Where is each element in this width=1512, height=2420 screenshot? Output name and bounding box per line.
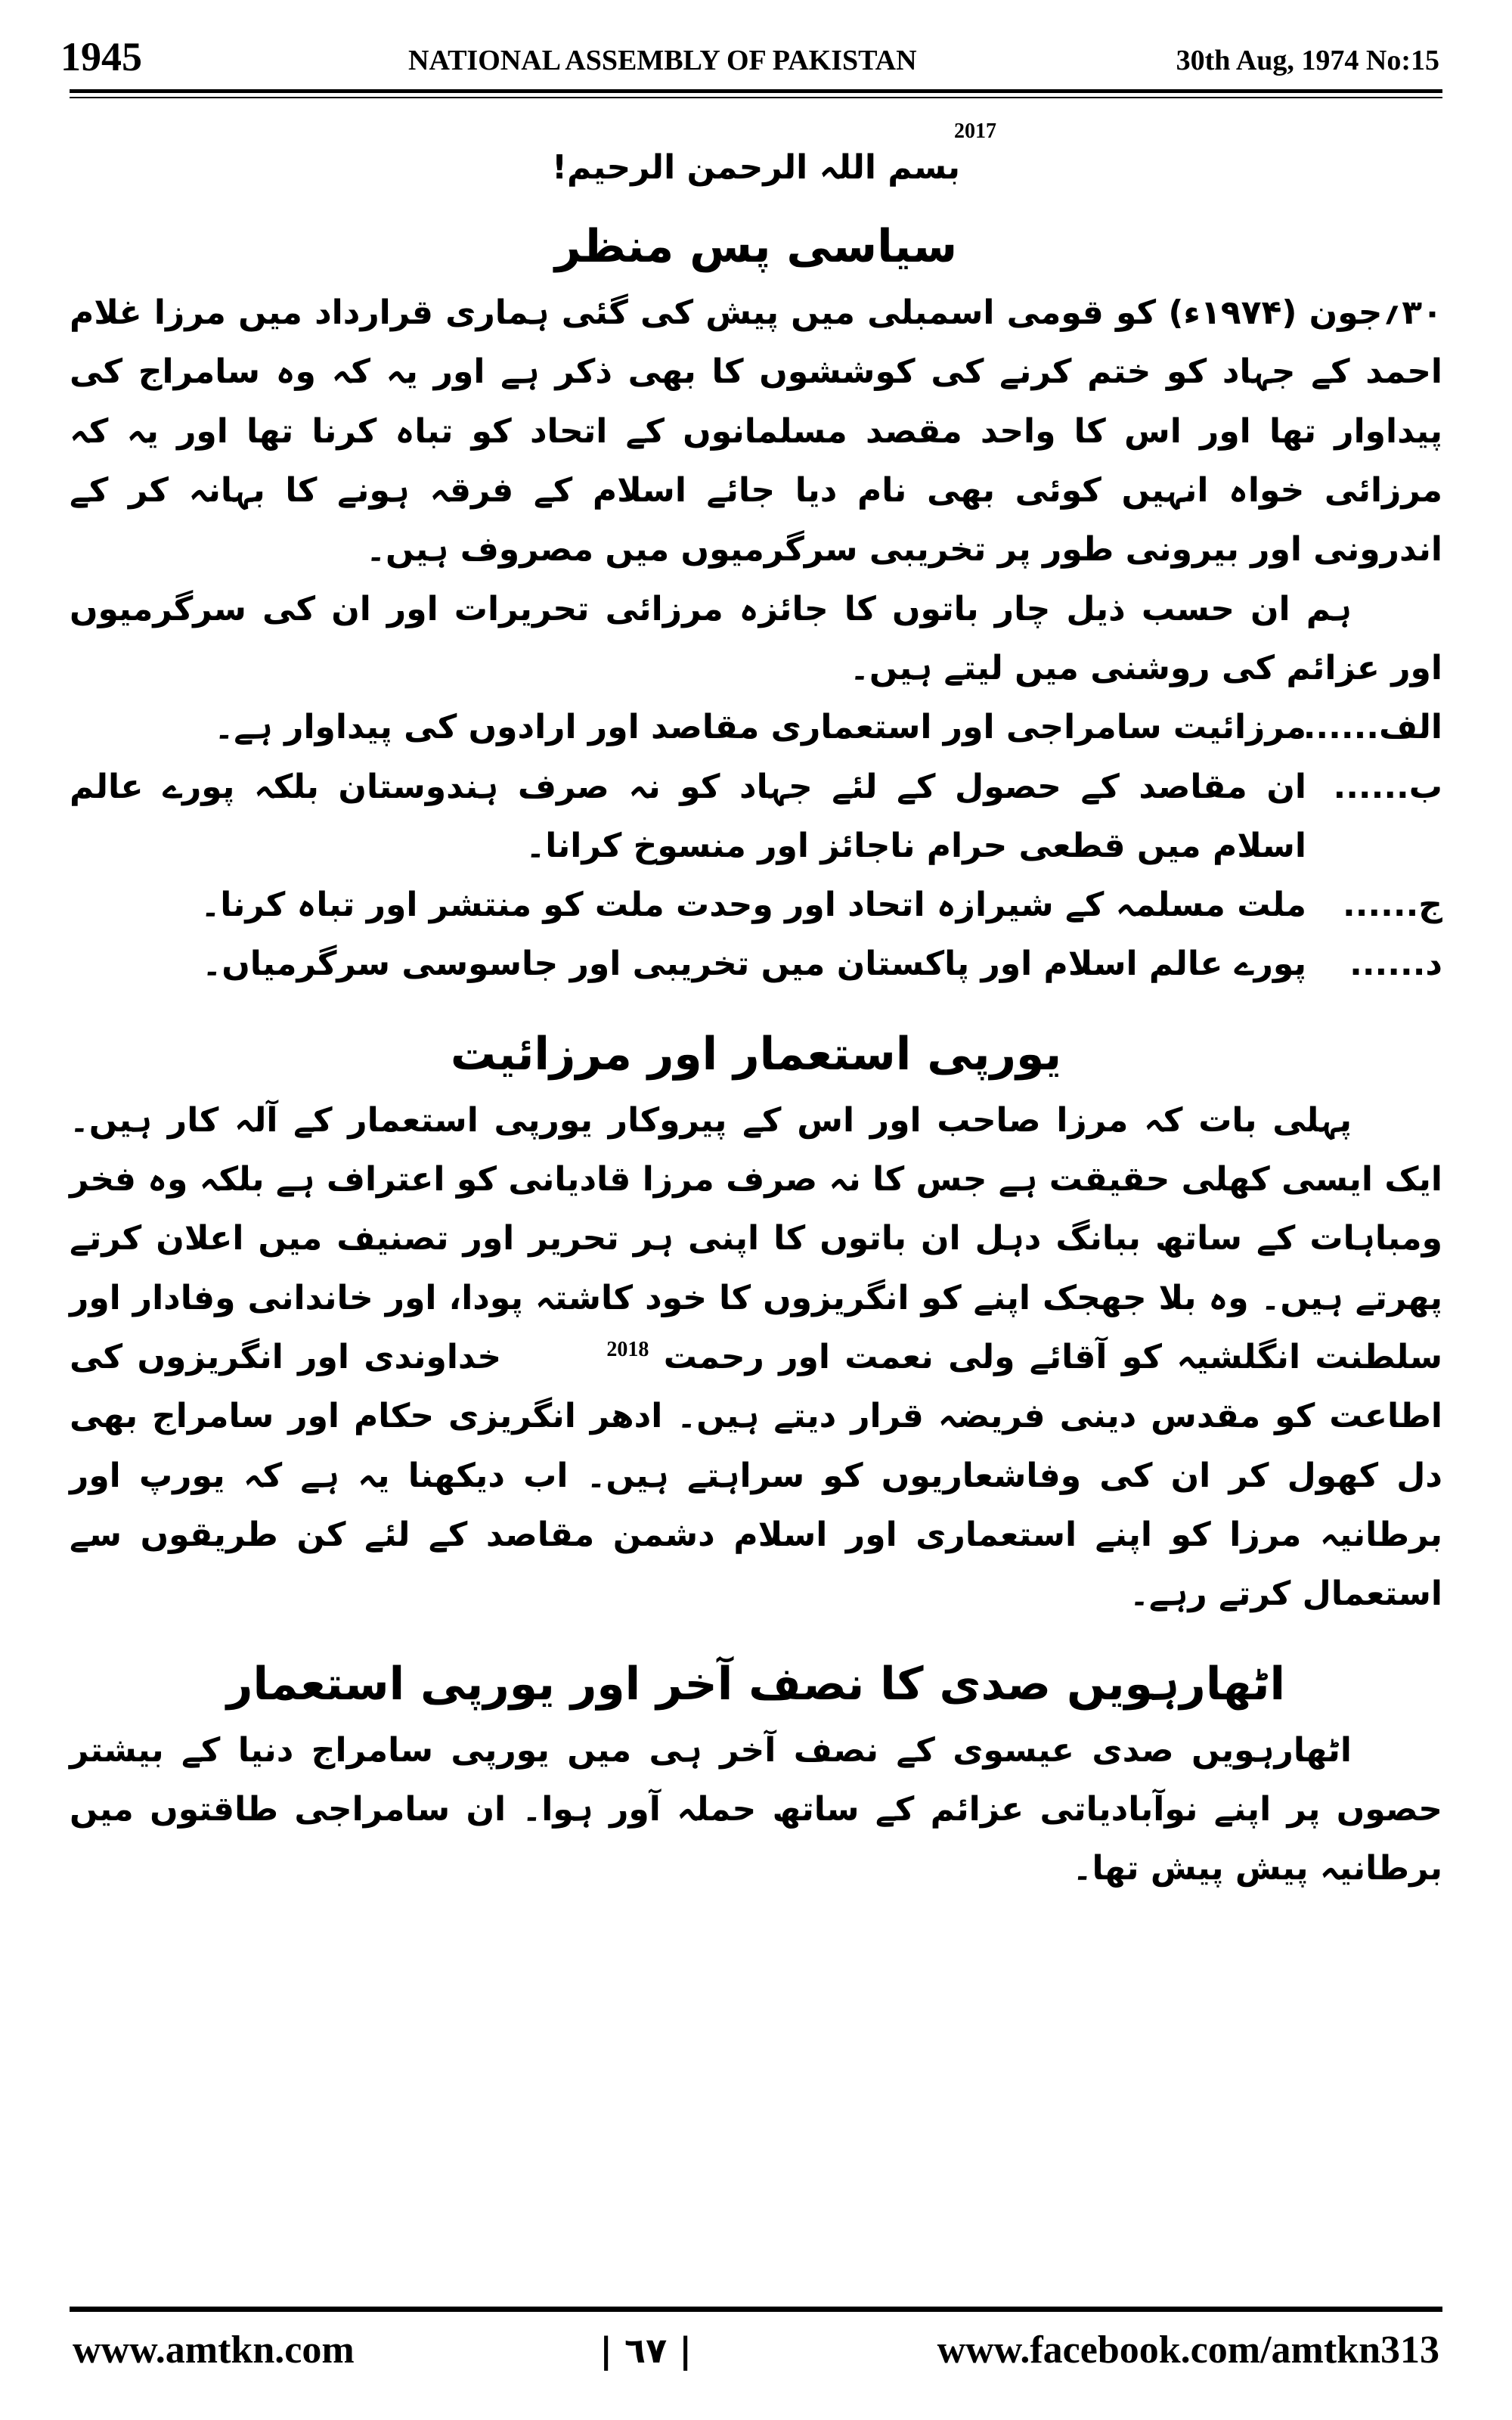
bismillah-text: بسم اللہ الرحمن الرحیم! [551, 148, 961, 187]
list-item-label: ج...... [1343, 886, 1442, 925]
list-item [70, 876, 1442, 935]
list-item [70, 758, 1442, 876]
list-item [70, 935, 1442, 994]
page-number: 1945 [60, 34, 142, 79]
page-content [70, 106, 1442, 2295]
footer-rule [70, 2307, 1442, 2312]
list-item-text: ملت مسلمہ کے شیرازہ اتحاد اور وحدت ملت کو منتشر اور تباہ کرنا۔ [200, 886, 1306, 925]
list-item-label: د...... [1349, 945, 1442, 984]
paragraph-imperial-instrument [70, 1091, 1442, 1624]
header-rule [70, 89, 1442, 93]
footer-page-number: | ٦٧ | [600, 2329, 692, 2371]
list-item-text: ان مقاصد کے حصول کے لئے جہاد کو نہ صرف ہندوستان بلکہ پورے عالم اسلام میں قطعی حرام ناجائز اور منسوخ کرانا۔ [70, 767, 1307, 865]
footnote-marker-2018: 2018 [606, 1338, 649, 1362]
page-footer [73, 2328, 1439, 2372]
header-rule-thin [70, 97, 1442, 98]
list-item-text: مرزائیت سامراجی اور استعماری مقاصد اور ارادوں کی پیداوار ہے۔ [214, 708, 1306, 747]
section-heading-eighteenth-century: اٹھارہویں صدی کا نصف آخر اور یورپی استعمار [226, 1657, 1286, 1711]
paragraph-resolution: ۳۰؍جون (۱۹۷۴ء) کو قومی اسمبلی میں پیش کی گئی ہماری قرارداد میں مرزا غلام احمد کے جہاد کو ختم کرنے کی کوششوں کا بھی ذکر ہے اور یہ کہ وہ سامراج کی پیداوار تھا اور اس کا واحد مقصد مسلمانوں کے اتحاد کو تباہ کرنا تھا اور یہ کہ مرزائی خواہ انہیں کوئی بھی نام دیا جائے اسلام کے فرقہ ہونے کا بہانہ کر کے اندرونی اور بیرونی طور پر تخریبی سرگرمیوں میں مصروف ہیں۔ [70, 293, 1443, 569]
section-heading-european-imperialism: یورپی استعمار اور مرزائیت [450, 1027, 1062, 1081]
list-item-text: پورے عالم اسلام اور پاکستان میں تخریبی اور جاسوسی سرگرمیاں۔ [202, 945, 1306, 984]
paragraph-eighteenth-century: اٹھارہویں صدی عیسوی کے نصف آخر ہی میں یورپی سامراج دنیا کے بیشتر حصوں پر اپنے نوآبادیاتی عزائم کے ساتھ حملہ آور ہوا۔ ان سامراجی طاقتوں میں برطانیہ پیش پیش تھا۔ [70, 1730, 1442, 1888]
paragraph-part-b: خداوندی اور انگریزوں کی اطاعت کو مقدس دینی فریضہ قرار دیتے ہیں۔ ادھر انگریزی حکام اور سامراج بھی دل کھول کر ان کی وفاشعاریوں کو سراہتے ہیں۔ اب دیکھنا یہ ہے کہ یورپ اور برطانیہ مرزا کو اپنے استعماری اور اسلام دشمن مقاصد کے لئے کن طریقوں سے استعمال کرتے رہے۔ [70, 1338, 1442, 1614]
footer-website-link[interactable]: www.amtkn.com [73, 2328, 355, 2372]
paragraph-four-points-intro: ہم ان حسب ذیل چار باتوں کا جائزہ مرزائی تحریرات اور ان کی سرگرمیوں اور عزائم کی روشنی میں لیتے ہیں۔ [70, 589, 1442, 687]
header-date-number: 30th Aug, 1974 No:15 [1176, 45, 1439, 76]
section-heading-political-background: سیاسی پس منظر [554, 220, 958, 273]
list-item [70, 698, 1442, 757]
footer-facebook-link[interactable]: www.facebook.com/amtkn313 [937, 2328, 1439, 2372]
bismillah [70, 119, 1442, 187]
header-title: NATIONAL ASSEMBLY OF PAKISTAN [408, 45, 917, 76]
list-item-label: الف...... [1303, 708, 1442, 747]
list-item-label: ب...... [1333, 767, 1442, 806]
paragraph-part-a: پہلی بات کہ مرزا صاحب اور اس کے پیروکار یورپی استعمار کے آلہ کار ہیں۔ ایک ایسی کھلی حقیقت ہے جس کا نہ صرف مرزا قادیانی کو اعتراف ہے بلکہ وہ فخر ومباہات کے ساتھ ببانگ دہل ان باتوں کا اپنی ہر تحریر اور تصنیف میں اعلان کرتے پھرتے ہیں۔ وہ بلا جھجک اپنے کو انگریزوں کا خود کاشتہ پودا، اور خاندانی وفادار اور سلطنت انگلشیہ کو آقائے ولی نعمت اور رحمت [70, 1100, 1442, 1376]
footnote-marker-2017: 2017 [954, 119, 996, 143]
